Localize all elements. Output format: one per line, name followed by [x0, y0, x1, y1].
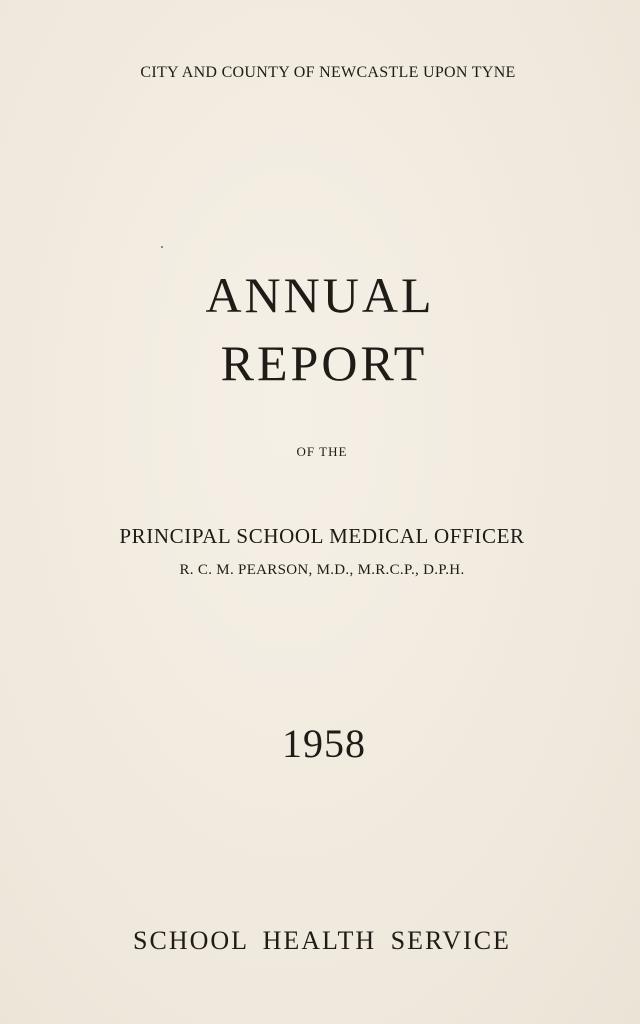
report-year: 1958 — [282, 721, 366, 766]
title-line-report: REPORT — [220, 335, 428, 391]
officer-name: R. C. M. PEARSON, M.D., M.R.C.P., D.P.H. — [179, 562, 465, 578]
of-the-connector: OF THE — [296, 444, 348, 459]
title-line-annual: ANNUAL — [205, 267, 435, 323]
officer-title: PRINCIPAL SCHOOL MEDICAL OFFICER — [119, 524, 525, 548]
paper-speck — [161, 246, 163, 248]
issuing-authority: CITY AND COUNTY OF NEWCASTLE UPON TYNE — [140, 64, 516, 81]
service-name: SCHOOL HEALTH SERVICE — [133, 926, 511, 955]
